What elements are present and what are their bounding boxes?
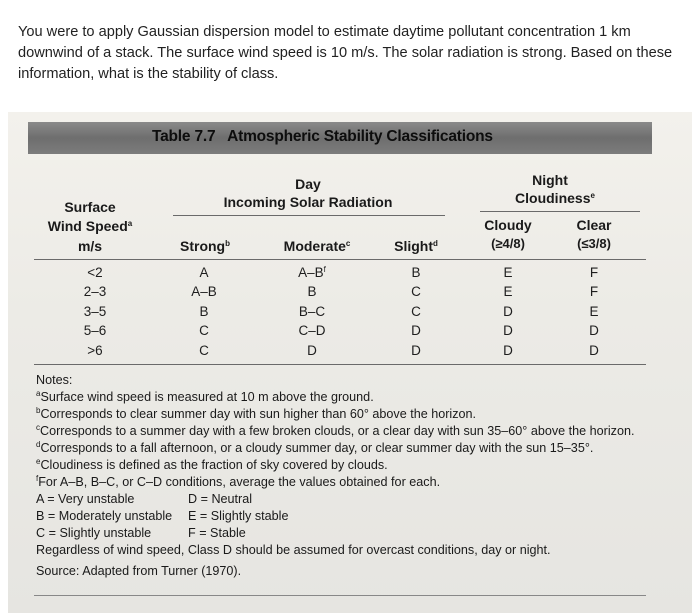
note-item: $^e$Cloudiness is defined as the fraction of sky covered by clouds. bbox=[36, 457, 388, 472]
col-header-strong: Strong$^b$ bbox=[180, 238, 230, 254]
table-cell: >6 bbox=[87, 342, 103, 358]
table-cell: B bbox=[307, 284, 317, 300]
table-cell: D bbox=[411, 342, 421, 358]
table-cell: C bbox=[411, 284, 421, 300]
table-cell: F bbox=[589, 284, 599, 300]
table-cell: D bbox=[589, 342, 599, 358]
table-cell: 5–6 bbox=[83, 323, 107, 339]
surface-header-line2: Wind Speed$^a$ bbox=[47, 218, 133, 234]
table-cell: C bbox=[411, 303, 421, 319]
table-cell: D bbox=[307, 342, 317, 358]
note-item: $^d$Corresponds to a fall afternoon, or a cloudy summer day, or clear summer day with the sun 15–35°. bbox=[36, 440, 594, 455]
bottom-rule bbox=[34, 595, 646, 596]
header-rule bbox=[34, 259, 646, 260]
col-header-moderate: Moderate$^c$ bbox=[283, 238, 351, 254]
question-text: You were to apply Gaussian dispersion model to estimate daytime pollutant concentration 1 km downwind of a stack. The surface wind speed is 10 m/s. The solar radiation is strong. Based on these information, what is the stability of class. bbox=[18, 24, 673, 82]
note-item: $^b$Corresponds to clear summer day with sun higher than 60° above the horizon. bbox=[36, 406, 477, 421]
col-clear bbox=[556, 263, 632, 360]
note-item: $^f$For A–B, B–C, or C–D conditions, average the values obtained for each. bbox=[36, 474, 441, 489]
table-cell: D bbox=[503, 342, 513, 358]
table-cell: C bbox=[199, 342, 209, 358]
table-cell: C–D bbox=[298, 323, 326, 339]
table-cell: A bbox=[199, 265, 209, 280]
table-cell: D bbox=[589, 323, 599, 339]
source-note: Source: Adapted from Turner (1970). bbox=[36, 564, 242, 578]
table-cell: B bbox=[199, 303, 209, 319]
surface-header-unit: m/s bbox=[77, 238, 103, 254]
day-subheader: Incoming Solar Radiation bbox=[223, 194, 393, 210]
col-header-slight: Slight$^d$ bbox=[394, 238, 438, 254]
table-cell: B bbox=[411, 265, 421, 280]
night-subheader: Cloudiness$^e$ bbox=[515, 190, 595, 206]
table-cell: C bbox=[199, 323, 209, 339]
table-notes bbox=[36, 372, 634, 580]
table-title: Table 7.7 Atmospheric Stability Classifications bbox=[152, 128, 493, 145]
table-cell: <2 bbox=[87, 265, 103, 280]
table-cell: B–C bbox=[298, 303, 326, 319]
day-header: Day bbox=[295, 176, 321, 192]
col-header-clear-sub: (≤3/8) bbox=[577, 236, 611, 251]
table-cell: 2–3 bbox=[83, 284, 107, 300]
table-cell: A–B bbox=[191, 284, 217, 300]
notes-heading: Notes: bbox=[36, 373, 73, 387]
col-wind-speed bbox=[55, 263, 135, 360]
table-cell: E bbox=[589, 303, 599, 319]
table-cell: D bbox=[411, 323, 421, 339]
col-cloudy bbox=[470, 263, 546, 360]
col-strong bbox=[166, 263, 242, 360]
table-cell: E bbox=[503, 265, 513, 280]
legend-row: B = Moderately unstable E = Slightly stable bbox=[36, 509, 289, 523]
table-cell: D bbox=[503, 323, 513, 339]
surface-header-line1: Surface bbox=[64, 199, 116, 215]
day-divider bbox=[173, 215, 445, 216]
table-cell: F bbox=[589, 265, 599, 280]
note-item: $^a$Surface wind speed is measured at 10 m above the ground. bbox=[36, 389, 374, 404]
table-cell: E bbox=[503, 284, 513, 300]
col-moderate bbox=[272, 263, 352, 360]
legend-row: A = Very unstable D = Neutral bbox=[36, 492, 253, 506]
table-cell: D bbox=[503, 303, 513, 319]
note-item: $^c$Corresponds to a summer day with a few broken clouds, or a clear day with sun 35–60° above the horizon. bbox=[36, 423, 635, 438]
night-divider bbox=[480, 211, 640, 212]
col-header-clear: Clear bbox=[576, 217, 612, 233]
table-cell: 3–5 bbox=[83, 303, 107, 319]
col-header-cloudy: Cloudy bbox=[484, 217, 532, 233]
legend-row: C = Slightly unstable F = Stable bbox=[36, 526, 246, 540]
col-slight bbox=[378, 263, 454, 360]
regardless-note: Regardless of wind speed, Class D should be assumed for overcast conditions, day or night. bbox=[36, 543, 551, 557]
table-cell: $A-B^f$ bbox=[298, 265, 326, 280]
table-bottom-rule bbox=[34, 364, 646, 365]
night-header: Night bbox=[532, 172, 568, 188]
col-header-cloudy-sub: (≥4/8) bbox=[491, 236, 525, 251]
